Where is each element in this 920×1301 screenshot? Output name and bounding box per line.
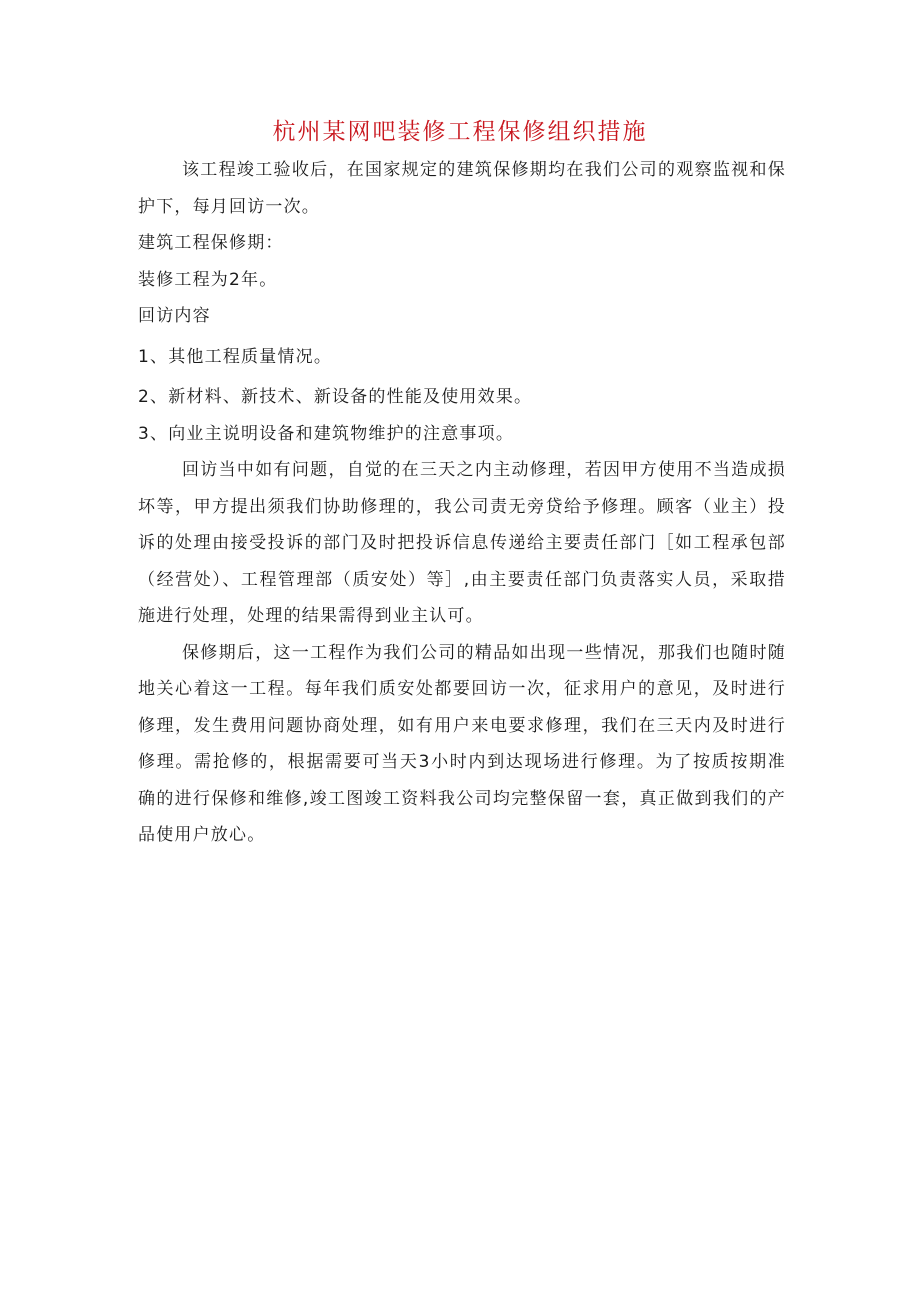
issues-paragraph: 回访当中如有问题，自觉的在三天之内主动修理，若因甲方使用不当造成损坏等，甲方提出须我们协助修理的，我公司责无旁贷给予修理。顾客（业主）投诉的处理由接受投诉的部门及时把投诉信息传递给主要责任部门［如工程承包部（经营处）、工程管理部（质安处）等］,由主要责任部门负责落实人员，采取措施进行处理，处理的结果需得到业主认可。 xyxy=(138,460,786,626)
visit-item-3: 3、向业主说明设备和建筑物维护的注意事项。 xyxy=(138,423,515,444)
intro-paragraph: 该工程竣工验收后，在国家规定的建筑保修期均在我们公司的观察监视和保护下，每月回访一次。 xyxy=(138,160,786,217)
warranty-period: 装修工程为2年。 xyxy=(138,269,278,290)
after-warranty-paragraph: 保修期后，这一工程作为我们公司的精品如出现一些情况，那我们也随时随地关心着这一工程。每年我们质安处都要回访一次，征求用户的意见，及时进行修理，发生费用问题协商处理，如有用户来电要求修理，我们在三天内及时进行修理。需抢修的，根据需要可当天3小时内到达现场进行修理。为了按质按期准确的进行保修和维修,竣工图竣工资料我公司均完整保留一套，真正做到我们的产品使用户放心。 xyxy=(138,642,786,845)
document-body xyxy=(138,152,786,854)
document-title: 杭州某网吧装修工程保修组织措施 xyxy=(272,119,648,145)
visit-item-2: 2、新材料、新技术、新设备的性能及使用效果。 xyxy=(138,387,533,407)
visit-heading: 回访内容 xyxy=(138,306,211,326)
visit-item-1: 1、其他工程质量情况。 xyxy=(138,346,333,367)
warranty-heading: 建筑工程保修期： xyxy=(138,233,284,253)
